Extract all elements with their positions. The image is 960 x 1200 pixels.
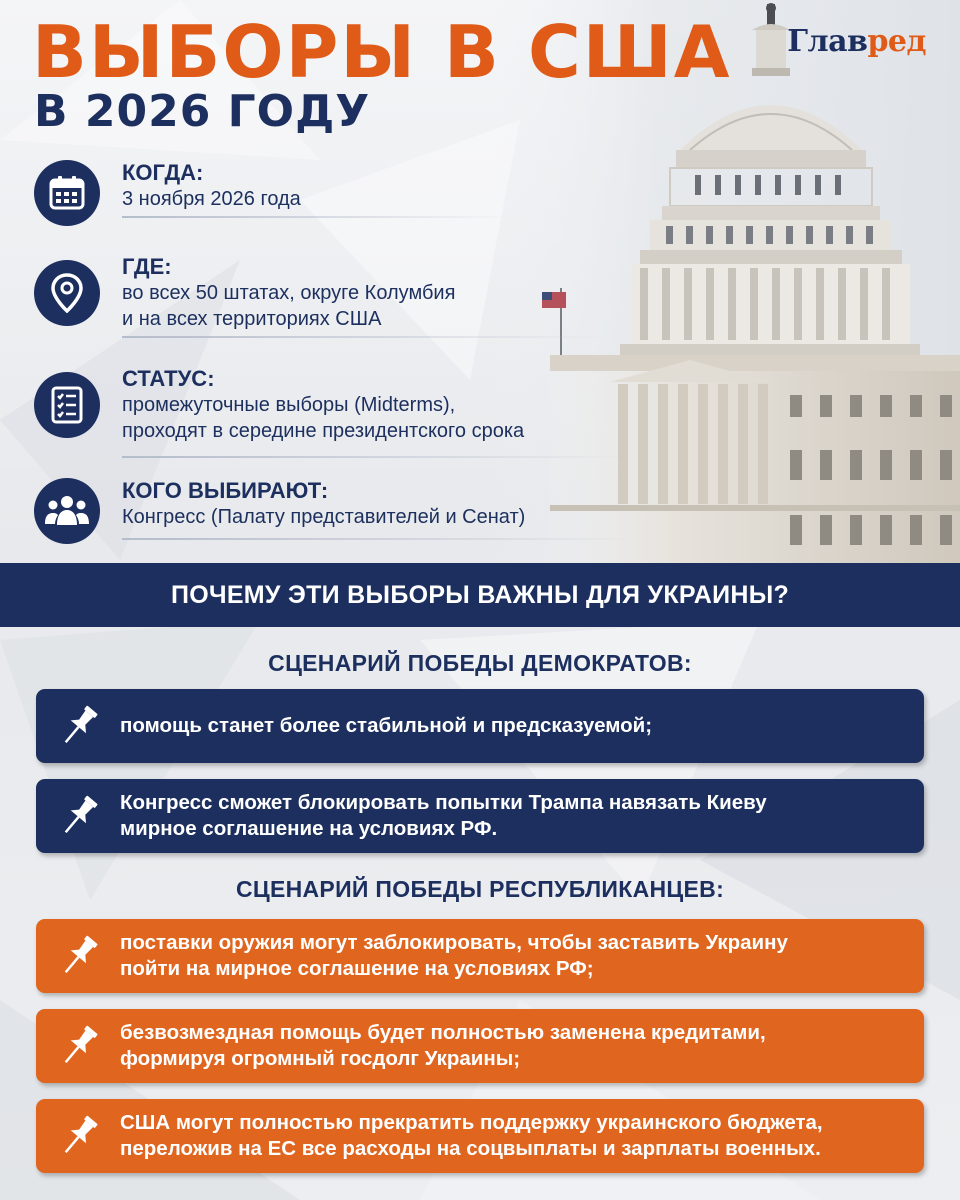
section-banner: ПОЧЕМУ ЭТИ ВЫБОРЫ ВАЖНЫ ДЛЯ УКРАИНЫ? [0, 563, 960, 627]
info-value: промежуточные выборы (Midterms), [122, 394, 456, 416]
info-label: СТАТУС: [122, 366, 215, 391]
main-title: ВЫБОРЫ В США [32, 10, 732, 94]
info-value: Конгресс (Палату представителей и Сенат) [122, 506, 526, 528]
pushpin-icon [54, 931, 104, 981]
info-value: и на всех территориях США [122, 308, 382, 330]
democrat-scenario-card [36, 689, 924, 763]
divider [122, 336, 602, 338]
scenario-text: безвозмездная помощь будет полностью заменена кредитами, формируя огромный госдолг Украины; [120, 1021, 766, 1070]
democrats-heading: СЦЕНАРИЙ ПОБЕДЫ ДЕМОКРАТОВ: [268, 650, 692, 676]
info-label: ГДЕ: [122, 254, 172, 279]
pushpin-icon [54, 701, 104, 751]
main-subtitle: В 2026 ГОДУ [34, 86, 371, 137]
scenario-text: помощь станет более стабильной и предсказуемой; [120, 714, 653, 737]
scenario-text: США могут полностью прекратить поддержку украинского бюджета, переложив на ЕС все расходы на соцвыплаты и зарплаты военных. [120, 1111, 823, 1160]
checklist-icon [34, 372, 100, 438]
republican-scenario-card [36, 1099, 924, 1173]
info-label: КОГДА: [122, 160, 204, 185]
info-value: во всех 50 штатах, округе Колумбия [122, 282, 456, 304]
republicans-heading: СЦЕНАРИЙ ПОБЕДЫ РЕСПУБЛИКАНЦЕВ: [235, 876, 725, 902]
info-value: проходят в середине президентского срока [122, 420, 525, 442]
info-label: КОГО ВЫБИРАЮТ: [122, 478, 329, 503]
location-pin-icon [34, 260, 100, 326]
pushpin-icon [54, 791, 104, 841]
divider [122, 216, 512, 218]
republican-scenario-card [36, 919, 924, 993]
scenario-text: Конгресс сможет блокировать попытки Трампа навязать Киеву мирное соглашение на условиях РФ. [120, 791, 767, 840]
divider [122, 456, 632, 458]
calendar-icon [34, 160, 100, 226]
republican-scenario-card [36, 1009, 924, 1083]
info-value: 3 ноября 2026 года [122, 188, 301, 210]
glavred-logo: Главред [787, 24, 926, 59]
people-icon [34, 478, 100, 544]
pushpin-icon [54, 1021, 104, 1071]
divider [122, 538, 642, 540]
democrat-scenario-card [36, 779, 924, 853]
pushpin-icon [54, 1111, 104, 1161]
scenario-text: поставки оружия могут заблокировать, чтобы заставить Украину пойти на мирное соглашение на условиях РФ; [120, 931, 788, 980]
